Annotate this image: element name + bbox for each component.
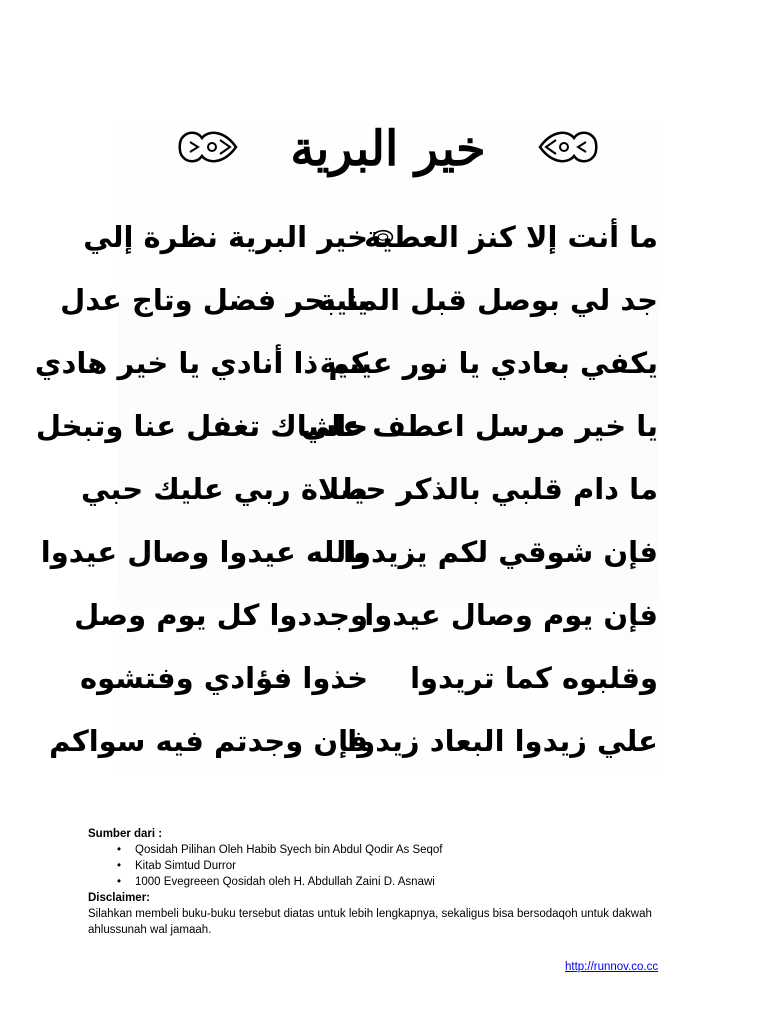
hemistich-first: كم ذا أنادي يا خير هادي: [34, 345, 368, 380]
source-item: • Kitab Simtud Durror: [135, 858, 688, 874]
couplet: [74, 583, 658, 646]
hemistich-first: وجددوا كل يوم وصل: [74, 597, 368, 632]
couplet: [34, 331, 658, 394]
hemistich-second: يا خير مرسل اعطف علي: [301, 408, 658, 443]
poem-title: خير البرية: [290, 121, 486, 177]
hemistich-first: يا بحر فضل وتاج عدل: [60, 282, 368, 317]
couplet: [40, 520, 658, 583]
hemistich-second: فإن يوم وصال عيدوا: [364, 597, 658, 632]
source-list: [88, 842, 688, 890]
poem-couplets: [34, 205, 658, 772]
hemistich-second: فإن شوقي لكم يزيدوا: [343, 534, 658, 569]
source-item: • Qosidah Pilihan Oleh Habib Syech bin Abdul Qodir As Seqof: [135, 842, 688, 858]
source-item: • 1000 Evegreeen Qosidah oleh H. Abdullah Zaini D. Asnawi: [135, 874, 688, 890]
hemistich-first: خذوا فؤادي وفتشوه: [79, 660, 368, 695]
hemistich-second: ما أنت إلا كنز العطية: [364, 219, 658, 254]
ornament-left-icon: [178, 124, 238, 170]
verse-marker-icon: [372, 227, 394, 247]
couplet: [79, 646, 658, 709]
poem-scan: [34, 100, 658, 800]
couplet: [60, 268, 658, 331]
hemistich-second: جد لي بوصل قبل المنية: [318, 282, 658, 317]
hemistich-second: علي زيدوا البعاد زيدوا: [347, 723, 658, 758]
couplet: [81, 457, 658, 520]
ornament-right-icon: [538, 124, 598, 170]
source-label: Sumber dari :: [88, 828, 163, 840]
couplet: [49, 709, 658, 772]
hemistich-second: وقلبوه كما تريدوا: [410, 660, 658, 695]
hemistich-second: يكفي بعادي يا نور عينية: [319, 345, 658, 380]
hemistich-second: ما دام قلبي بالذكر حيا: [342, 471, 658, 506]
hemistich-first: خير البرية نظرة إلي: [83, 219, 368, 254]
disclaimer-label: Disclaimer:: [88, 892, 151, 904]
couplet: [35, 394, 658, 457]
hemistich-first: حاشاك تغفل عنا وتبخل: [35, 408, 368, 443]
hemistich-first: فإن وجدتم فيه سواكم: [49, 723, 368, 758]
hemistich-first: صلاة ربي عليك حبي: [81, 471, 368, 506]
couplet: [83, 205, 658, 268]
website-link[interactable]: http://runnov.co.cc: [565, 961, 659, 973]
disclaimer-text: Silahkan membeli buku-buku tersebut diatas untuk lebih lengkapnya, sekaligus bisa bersodaqoh untuk dakwah ahlussunah wal jamaah.: [88, 908, 652, 936]
poem-title-block: [178, 114, 598, 184]
footer-notes: [88, 826, 688, 938]
hemistich-first: بالله عيدوا وصال عيدوا: [40, 534, 368, 569]
